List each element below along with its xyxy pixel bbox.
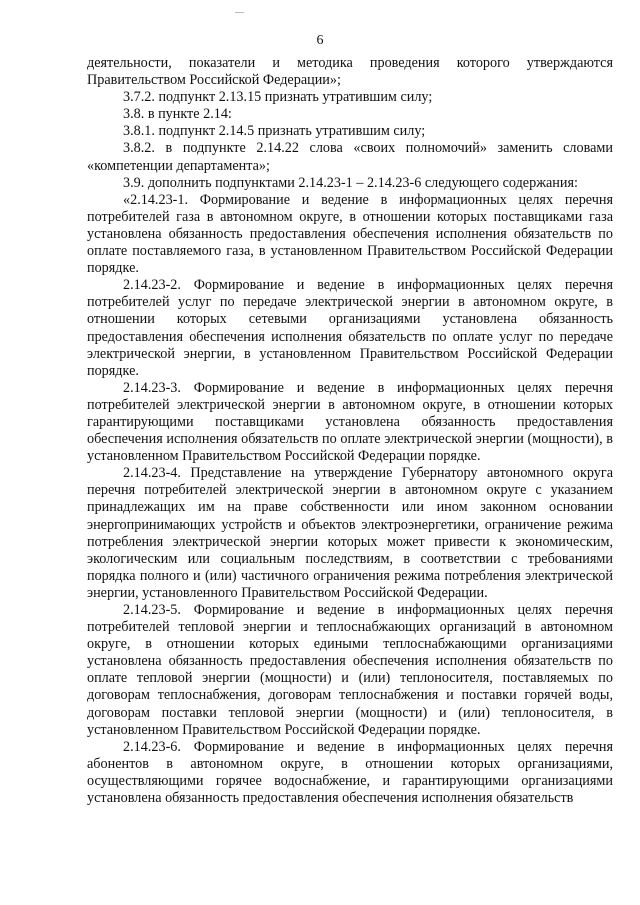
paragraph-3-7-2: 3.7.2. подпункт 2.13.15 признать утратившим силу; [123, 89, 433, 106]
paragraph-2-14-23-2: 2.14.23-2. Формирование и ведение в информационных целях перечня потребителей услуг по передаче электрической энергии в автономном округе, в отношении которых сетевыми организациями установлена обязанность предоставления обеспечения исполнения обязательств по оплате услуг по передаче электрической энергии, в установленном Правительством Российской Федерации порядке. [87, 277, 613, 379]
scan-mark [235, 12, 244, 13]
paragraph-3-9: 3.9. дополнить подпунктами 2.14.23-1 – 2.14.23-6 следующего содержания: [123, 174, 578, 191]
paragraph-continuation: деятельности, показатели и методика проведения которого утверждаются Правительством Российской Федерации»; [87, 55, 613, 89]
paragraph-2-14-23-6: 2.14.23-6. Формирование и ведение в информационных целях перечня абонентов в автономном округе, в отношении которых организациями, осуществляющими горячее водоснабжение, и гарантирующими организациями установлена обязанность предоставления обеспечения исполнения обязательств [87, 738, 613, 807]
paragraph-2-14-23-4: 2.14.23-4. Представление на утверждение Губернатору автономного округа перечня потребителей электрической энергии в автономном округе с указанием принадлежащих им на праве собственности или ином законном основании энергопринимающих устройств и объектов электроэнергетики, ограничение режима потребления электрической энергии которых может привести к экономическим, экологическим или социальным последствиям, в соответствии с требованиями порядка полного и (или) частичного ограничения режима потребления электрической энергии, установленного Правительством Российской Федерации. [87, 465, 613, 601]
paragraph-3-8: 3.8. в пункте 2.14: [123, 106, 232, 123]
paragraph-3-8-1: 3.8.1. подпункт 2.14.5 признать утратившим силу; [123, 123, 426, 140]
page-number: 6 [316, 33, 324, 48]
document-body [87, 55, 613, 807]
paragraph-2-14-23-1: «2.14.23-1. Формирование и ведение в информационных целях перечня потребителей газа в автономном округе, в отношении которых поставщиками газа установлена обязанность предоставления обеспечения исполнения обязательств по оплате поставляемого газа, в установленном Правительством Российской Федерации порядке. [87, 191, 613, 277]
paragraph-2-14-23-3: 2.14.23-3. Формирование и ведение в информационных целях перечня потребителей электрической энергии в автономном округе, в отношении которых гарантирующими поставщиками установлена обязанность предоставления обеспечения исполнения обязательств по оплате электрической энергии (мощности), в установленном Правительством Российской Федерации порядке. [87, 379, 613, 465]
paragraph-3-8-2: 3.8.2. в подпункте 2.14.22 слова «своих полномочий» заменить словами «компетенции департамента»; [87, 140, 613, 174]
paragraph-2-14-23-5: 2.14.23-5. Формирование и ведение в информационных целях перечня потребителей тепловой энергии и теплоснабжающих организаций в автономном округе, в отношении которых едиными теплоснабжающими организациями установлена обязанность предоставления обеспечения исполнения обязательств по оплате тепловой энергии (мощности) и (или) теплоносителя, поставляемых по договорам теплоснабжения, договорам теплоснабжения и поставки горячей воды, договорам поставки тепловой энергии (мощности) и (или) теплоносителя, в установленном Правительством Российской Федерации порядке. [87, 602, 613, 738]
